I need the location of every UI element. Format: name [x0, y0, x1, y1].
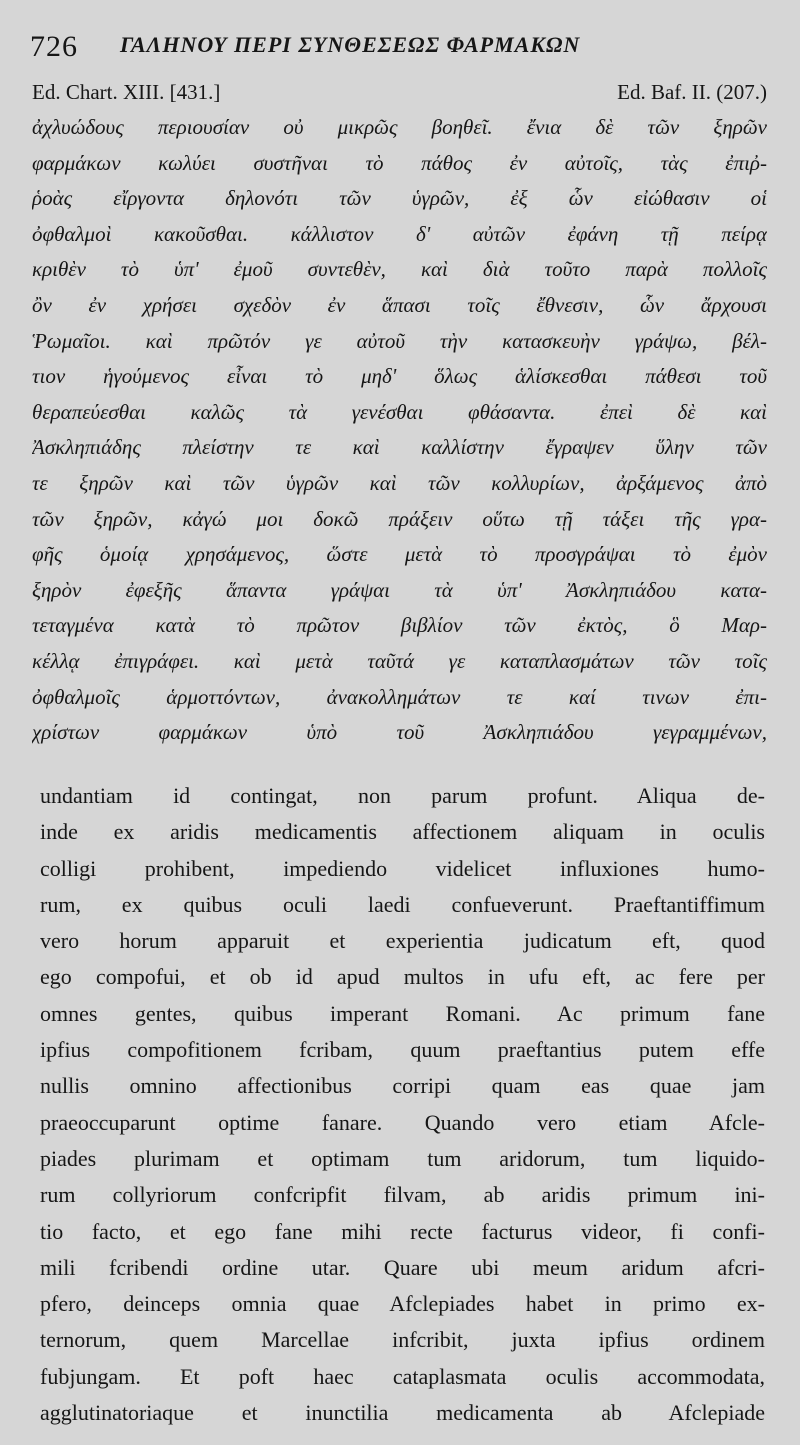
latin-line: fubjungam. Et poft haec cataplasmata oculis accommodata,	[40, 1363, 765, 1389]
greek-line: Ἀσκληπιάδης πλείστην τε καὶ καλλίστην ἔγραψεν ὕλην τῶν	[32, 435, 767, 460]
latin-line: nullis omnino affectionibus corripi quam eas quae jam	[40, 1073, 765, 1099]
latin-line: piades plurimam et optimam tum aridorum, tum liquido-	[40, 1145, 765, 1171]
greek-line: ῥοὰς εἴργοντα δηλονότι τῶν ὑγρῶν, ἐξ ὧν εἰώθασιν οἱ	[32, 186, 767, 211]
latin-line: rum, ex quibus oculi laedi confueverunt. Praeftantiffimum	[40, 891, 765, 917]
greek-line: τῶν ξηρῶν, κἀγώ μοι δοκῶ πράξειν οὕτω τῇ τάξει τῆς γρα-	[32, 506, 767, 531]
greek-line: ἀχλυώδους περιουσίαν οὐ μικρῶς βοηθεῖ. ἔνια δὲ τῶν ξηρῶν	[32, 115, 767, 139]
latin-line: mili fcribendi ordine utar. Quare ubi meum aridum afcri-	[40, 1254, 765, 1280]
edition-basel: Ed. Baf. II. (207.)	[617, 80, 767, 104]
greek-line: χρίστων φαρμάκων ὑπὸ τοῦ Ἀσκληπιάδου γεγραμμένων,	[32, 720, 767, 745]
greek-text-block	[32, 110, 767, 751]
latin-line: pfero, deinceps omnia quae Afclepiades habet in primo ex-	[40, 1291, 765, 1317]
greek-line: τε ξηρῶν καὶ τῶν ὑγρῶν καὶ τῶν κολλυρίων, ἀρξάμενος ἀπὸ	[32, 470, 767, 495]
edition-references	[32, 80, 767, 112]
greek-line: φαρμάκων κωλύει συστῆναι τὸ πάθος ἐν αὐτοῖς, τὰς ἐπιῤ-	[32, 150, 767, 175]
greek-line: φῆς ὁμοίᾳ χρησάμενος, ὥστε μετὰ τὸ προσγράψαι τὸ ἐμὸν	[32, 542, 767, 567]
latin-line: undantiam id contingat, non parum profunt. Aliqua de-	[40, 783, 765, 808]
running-title: ΓΑΛΗΝΟΥ ΠΕΡΙ ΣΥΝΘΕΣΕΩΣ ΦΑΡΜΑΚΩΝ	[120, 32, 581, 57]
greek-line: ξηρὸν ἐφεξῆς ἅπαντα γράψαι τὰ ὑπ' Ἀσκληπιάδου κατα-	[32, 577, 767, 602]
greek-line: τιον ἡγούμενος εἶναι τὸ μηδ' ὅλως ἁλίσκεσθαι πάθεσι τοῦ	[32, 364, 767, 389]
latin-line: vero horum apparuit et experientia judicatum eft, quod	[40, 928, 765, 954]
greek-line: ὀφθαλμοὶ κακοῦσθαι. κάλλιστον δ' αὐτῶν ἐφάνη τῇ πείρᾳ	[32, 221, 767, 246]
latin-line: praeoccuparunt optime fanare. Quando vero etiam Afcle-	[40, 1109, 765, 1135]
page-number: 726	[30, 30, 78, 63]
greek-line: ὂν ἐν χρήσει σχεδὸν ἐν ἅπασι τοῖς ἔθνεσιν, ὧν ἄρχουσι	[32, 292, 767, 317]
greek-line: Ῥωμαῖοι. καὶ πρῶτόν γε αὐτοῦ τὴν κατασκευὴν γράψω, βέλ-	[32, 328, 767, 353]
greek-line: ὀφθαλμοῖς ἁρμοττόντων, ἀνακολλημάτων τε καί τινων ἐπι-	[32, 684, 767, 709]
latin-line: ternorum, quem Marcellae infcribit, juxta ipfius ordinem	[40, 1327, 765, 1353]
greek-line: τεταγμένα κατὰ τὸ πρῶτον βιβλίον τῶν ἐκτὸς, ὃ Μαρ-	[32, 613, 767, 638]
greek-line: κριθὲν τὸ ὑπ' ἐμοῦ συντεθὲν, καὶ διὰ τοῦτο παρὰ πολλοῖς	[32, 257, 767, 282]
greek-line: κέλλᾳ ἐπιγράφει. καὶ μετὰ ταῦτά γε καταπλασμάτων τῶν τοῖς	[32, 648, 767, 673]
edition-chartier: Ed. Chart. XIII. [431.]	[32, 80, 221, 104]
latin-line: colligi prohibent, impediendo videlicet influxiones humo-	[40, 855, 765, 881]
latin-line: rum collyriorum confcripfit filvam, ab aridis primum ini-	[40, 1182, 765, 1208]
latin-line: agglutinatoriaque et inunctilia medicamenta ab Afclepiade	[40, 1400, 765, 1426]
greek-line: θεραπεύεσθαι καλῶς τὰ γενέσθαι φθάσαντα. ἐπεὶ δὲ καὶ	[32, 399, 767, 424]
latin-text-block	[40, 778, 765, 1431]
latin-line: inde ex aridis medicamentis affectionem aliquam in oculis	[40, 819, 765, 845]
latin-line: ipfius compofitionem fcribam, quum praeftantius putem effe	[40, 1037, 765, 1063]
latin-line: tio facto, et ego fane mihi recte facturus videor, fi confi-	[40, 1218, 765, 1244]
latin-line: ego compofui, et ob id apud multos in ufu eft, ac fere per	[40, 964, 765, 990]
latin-line: omnes gentes, quibus imperant Romani. Ac primum fane	[40, 1000, 765, 1026]
page-header	[30, 28, 770, 68]
